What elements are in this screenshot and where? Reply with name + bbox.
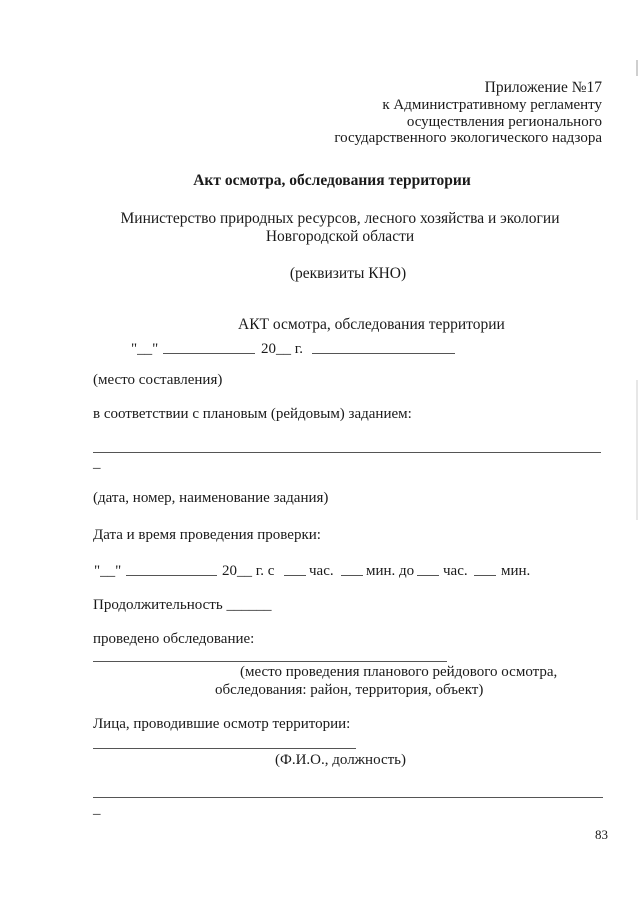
ministry-name: Министерство природных ресурсов, лесного хозяйства и экологии	[120, 210, 560, 227]
datetime-label: Дата и время проведения проверки:	[93, 527, 321, 543]
persons-blank-line	[93, 748, 356, 749]
datetime-year-from: 20__ г. с	[222, 563, 275, 579]
survey-label: проведено обследование:	[93, 631, 255, 647]
act-heading: АКТ осмотра, обследования территории	[238, 316, 505, 333]
datetime-minutes-to: мин. до	[366, 563, 415, 579]
survey-blank-line	[93, 661, 447, 662]
place-caption: (место составления)	[93, 372, 223, 388]
document-title: Акт осмотра, обследования территории	[193, 172, 471, 189]
survey-caption-line2: обследования: район, территория, объект)	[215, 682, 484, 698]
assignment-blank-line	[93, 452, 601, 453]
datetime-hours1: час.	[309, 563, 334, 579]
act-date-day: "__"	[131, 341, 159, 357]
survey-caption-line1: (место проведения планового рейдового осмотра,	[240, 664, 558, 680]
duration-label: Продолжительность ______	[93, 597, 272, 613]
datetime-month-blank	[126, 575, 217, 576]
datetime-hours2: час.	[443, 563, 468, 579]
page-number: 83	[595, 827, 608, 842]
kno-requisites: (реквизиты КНО)	[289, 265, 407, 282]
datetime-minutes2: мин.	[501, 563, 531, 579]
ministry-region: Новгородской области	[265, 228, 415, 245]
assignment-dash: –	[93, 460, 101, 476]
persons-label: Лица, проводившие осмотр территории:	[93, 716, 351, 732]
datetime-minutes2-blank	[474, 575, 496, 576]
act-date-year: 20__ г.	[261, 341, 303, 357]
assignment-caption: (дата, номер, наименование задания)	[93, 490, 329, 506]
final-blank-line	[93, 797, 603, 798]
appendix-reference: к Административному регламенту	[382, 97, 602, 113]
persons-caption: (Ф.И.О., должность)	[275, 752, 406, 768]
datetime-hours1-blank	[284, 575, 306, 576]
act-date-month-blank	[163, 353, 255, 354]
scan-edge-mark-middle	[636, 380, 638, 520]
appendix-number: Приложение №17	[484, 79, 602, 96]
act-date-place-blank	[312, 353, 455, 354]
datetime-minutes1-blank	[341, 575, 363, 576]
scan-edge-mark-top	[636, 60, 638, 76]
appendix-regulation: осуществления регионального	[406, 114, 602, 130]
final-dash: –	[93, 806, 101, 822]
appendix-supervision: государственного экологического надзора	[334, 130, 602, 146]
datetime-hours2-blank	[417, 575, 439, 576]
assignment-label: в соответствии с плановым (рейдовым) заданием:	[93, 406, 412, 422]
datetime-day: "__"	[94, 563, 122, 579]
